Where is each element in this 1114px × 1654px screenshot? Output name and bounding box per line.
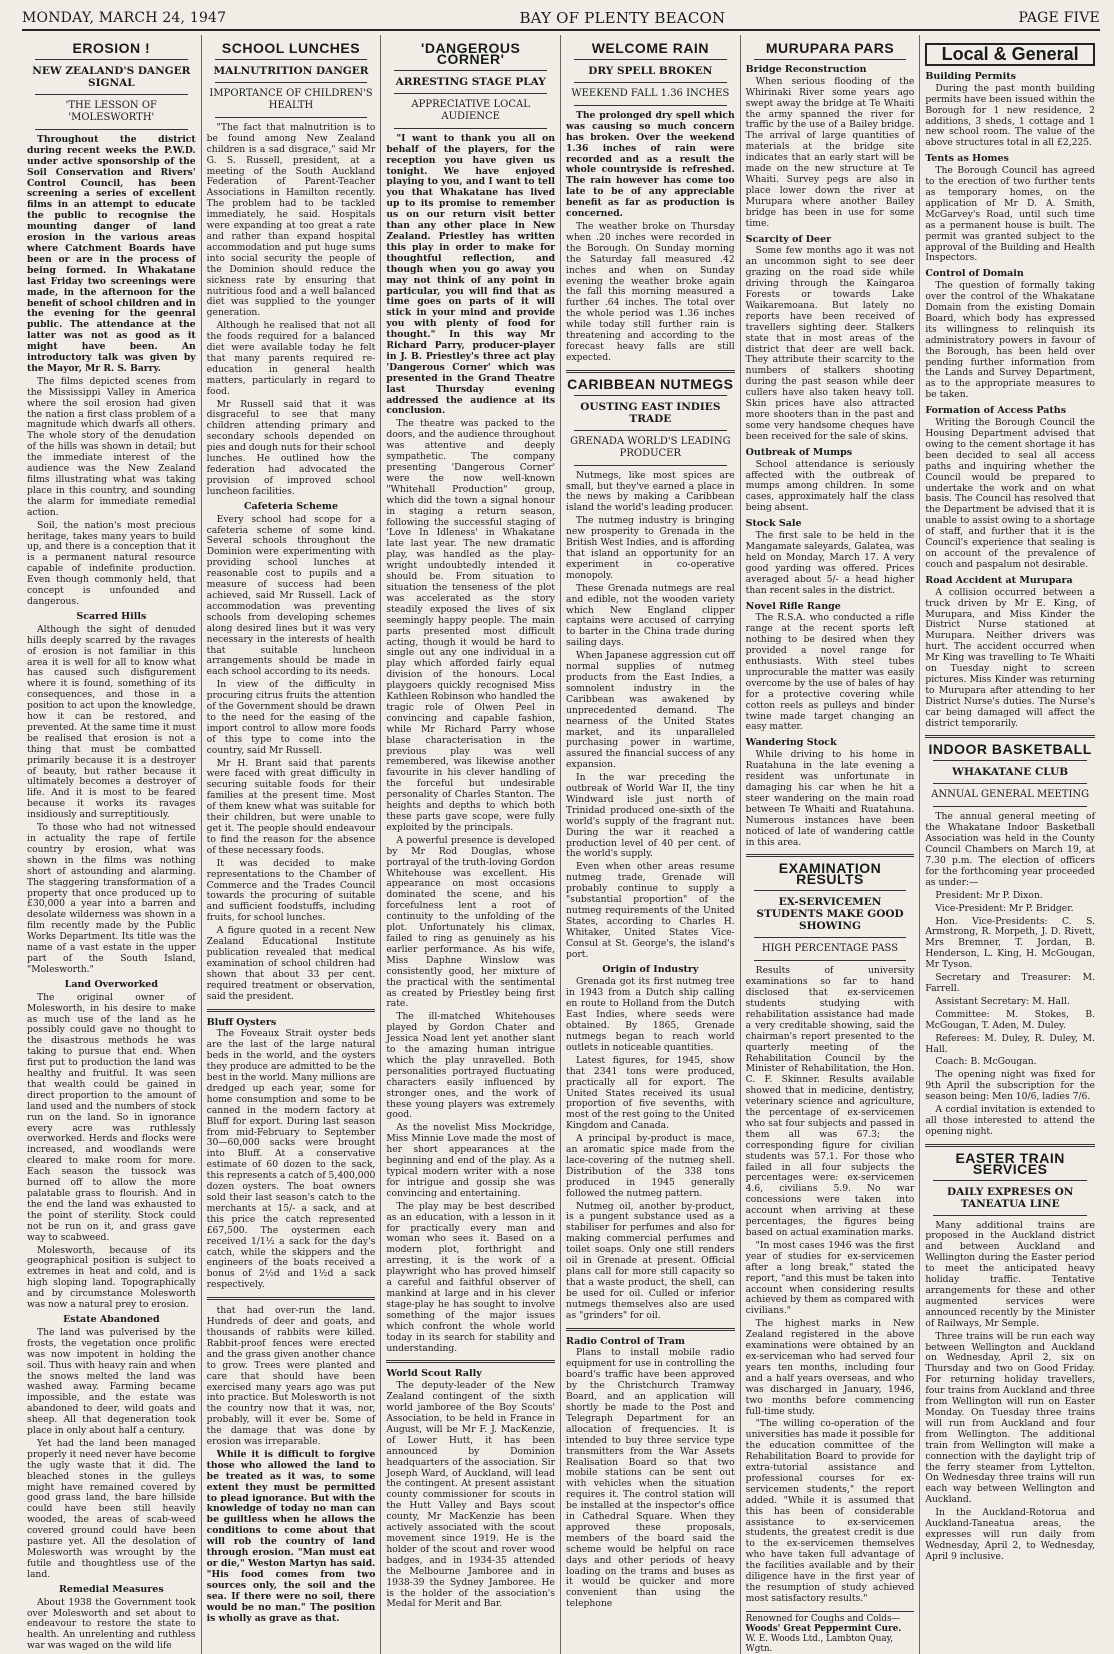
paragraph: "The fact that malnutrition is to be found among New Zealand children is a sad disgrace," said Mr G. S. Russell, president, at a meeting of the South Auckland Federation of Parent-Teacher Associations in Hamilton recently. The problem had to be tackled immediately, he said. Hospitals were expanding at too great a rate and rather than expand hospital accommodation and put huge sums into social security the people of the Dominion should reduce the sickness rate by ensuring that nutritious food and a well balanced diet was supplied to the younger generation. <box>206 121 376 319</box>
ad-line: Renowned for Coughs and Colds— <box>745 1613 901 1624</box>
article-subhead: 'THE LESSON OF 'MOLESWORTH' <box>65 99 157 123</box>
article-subhead: GRENADA WORLD'S LEADING PRODUCER <box>570 435 731 459</box>
article-subhead: MALNUTRITION DANGER <box>213 64 369 77</box>
paragraph: While driving to his home in Ruatahuna in the late evening a resident was unfortunate in damaging his car when he hit a steer wandering on the main road between Te Whaiti and Ruatahuna. Numerous instances have been noticed of late of wandering cattle in this area. <box>745 749 915 848</box>
section-heading: Radio Control of Tram <box>566 1335 685 1347</box>
column-erosion <box>22 35 202 1654</box>
section-heading: Origin of Industry <box>602 963 699 975</box>
paragraph: "In most cases 1946 was the first year of studies for ex-servicemen after a long break," stated the report, "and this must be taken into account when considering results achieved by them as compared with civilians." <box>745 1239 915 1317</box>
paragraph: A figure quoted in a recent New Zealand Educational Institute publication revealed that medical examination of school children had shown that about 33 per cent. required treatment or observation, said the president. <box>206 925 376 1002</box>
section-heading: Bridge Reconstruction <box>745 63 867 75</box>
paragraph: Latest figures, for 1945, show that 2341 tons were produced, practically all for export. The United States received its usual proportion of five sevenths, with most of the rest going to the United Kingdom and Canada. <box>566 1054 735 1132</box>
article-subhead: IMPORTANCE OF CHILDREN'S HEALTH <box>209 87 373 111</box>
article-title: EXAMINATION RESULTS <box>778 860 882 888</box>
paragraph: The original owner of Molesworth, in his desire to make as much use of the land as he possibly could gave no thought to the disastrous methods he was taking to pursue that end. When first put to production the land was healthy and fruitful. It was seen that wealth could be gained in direct proportion to the amount of land used and the numbers of stock run on the land. So in ignorance every acre was ruthlessly overworked. Herds and flocks were increased, and woodlands were cleared to make room for more. Each season the tussock was burned off to allow the more palatable grass to flourish. And in the end the land was exhausted to the point of sterility. Stock could not be run on it, and grass gave way to scabweed. <box>27 991 196 1243</box>
masthead-paper-name: BAY OF PLENTY BEACON <box>519 9 726 27</box>
section-heading: Road Accident at Murupara <box>925 574 1073 586</box>
article-subhead: DAILY EXPRESES ON TANEATUA LINE <box>946 1185 1074 1210</box>
column-dangerous-corner <box>381 35 561 1654</box>
paragraph: When serious flooding of the Whirinaki River some years ago swept away the bridge at Te Whaiti the army spanned the river for traffic by the use of a Bailey bridge. The arrival of large quantities of materials at the bridge site indicates that an early start will be made on the new structure at Te Whaiti. Survey pegs are also in place lower down the river at Murupara where another Bailey bridge has been in use for some time. <box>745 75 915 229</box>
column-title: Local & General <box>925 43 1095 66</box>
paragraph: The theatre was packed to the doors, and the audience throughout was attentive and deeply sympathetic. The company presenting 'Dangerous Corner' were the now well-known "Whitehall Production" group, which did the town a signal honour in staging a return season, following the successful staging of 'Love In Idleness' in Whakatane late last year. The new dramatic play, was handled as the play-wright undoubtedly intended it should be. From situation to situation the tenseness of the plot was accelerated as the story steadily exposed the lives of six seemingly happy people. The main parts presented most difficult acting, though it would be hard to single out any one individual in a play which afforded fairly equal division of the honours. Local playgoers quickly recognised Miss Kathleen Robinson who handled the tragic role of Olwen Peel in convincing and capable fashion, while Mr Richard Parry whose blase characterisation in the previous play was well remembered, was likewise another favourite in his clever handling of the forceful but undesirable personality of Charles Stanton. The heights and depths to which both these parts gave scope, were fully exploited by the principals. <box>386 418 555 833</box>
paragraph: Writing the Borough Council the Housing Department advised that owing to the cement shortage it has been decided to seal all access paths and inquiring whether the Council would be prepared to undertake the work and on what basis. The Council has resolved that the Department be advised that it is unable to assist owing to a shortage of staff, and further that it is the Council's experience that sealing is on account of the prevalence of couch and paspalum not desirable. <box>925 417 1095 570</box>
paragraph: Yet had the land been managed properly it need never have become the ugly waste that it did. The bleached stones in the gulleys might have remained covered by good grass land, the bare hillside could have been still heavily wooded, the areas of scab-weed covered ground could have been pasture yet. All the desolation of Molesworth was wrought by the futile and thoughtless use of the land. <box>27 1437 196 1580</box>
paragraph: Mr Russell said that it was disgraceful to see that many children attending primary and secondary schools depended on pies and dough nuts for their school lunches. He outlined how the federation had advocated the provision of improved school luncheon facilities. <box>206 398 376 497</box>
paragraph: It was decided to make representations to the Chamber of Commerce and the Trades Council towards the procuring of suitable and sufficient foodstuffs, including fruits, for school lunches. <box>206 857 376 924</box>
section-heading: Tents as Homes <box>925 153 1009 165</box>
section-heading: Outbreak of Mumps <box>745 446 853 458</box>
paragraph: Some few months ago it was not an uncommon sight to see deer grazing on the road side while driving through the Kaingaroa Forests or towards Lake Waikaremoana. But lately no reports have been received of travellers sighting deer. Stalkers state that in most areas of the district that deer are well back. They attribute their scarcity to the numbers of stalkers shooting during the past season while deer cullers have also taken heavy toll. Skin prices have also attracted more shooters than in the past and some very handsome cheques have been received for the sale of skins. <box>745 245 915 442</box>
paragraph: President: Mr P. Dixon. <box>935 889 1043 901</box>
paragraph: The play may be best described as an education, with a lesson in it for practically every man and woman who sees it. Based on a modern plot, forthright and arresting, it is the work of a playwright who has proved himself a careful and faithful observer of mankind at large and in his clever stage-play he has sought to involve something of the major issues which confront the whole world today in its search for stability and understanding. <box>386 1200 555 1354</box>
paragraph: The weather broke on Thursday when .20 inches were recorded in the Borough. On Sunday morning the Saturday fall measured .42 inches and when on Sunday evening the weather broke again the fall this morning measured a further .64 inches. The total over the whole period was 1.36 inches while today still further rain is threatening and according to the forecast heavy falls are still expected. <box>566 220 735 363</box>
paragraph: Referees: M. Duley, R. Duley, M. Hall. <box>925 1032 1095 1055</box>
article-intro: "I want to thank you all on behalf of the players, for the reception you have given us tonight. We have enjoyed playing to you, and I want to tell you that Whakatane has lived up to its promise to remember us on our return visit better than any other place in New Zealand. Priestley has written this play in order to make for thoughtful reflection, and though when you go away you may not think of any point in particular, you will find that as time goes on parts of it will stick in your mind and provide you with plenty of food for thought." In this way Mr Richard Parry, producer-player in J. B. Priestley's three act play 'Dangerous Corner' which was presented in the Grand Theatre last Thursday evening addressed the audience at its conclusion. <box>386 132 555 417</box>
section-heading: Bluff Oysters <box>206 1016 277 1028</box>
paragraph: About 1938 the Government took over Molesworth and set about to endeavour to restore the state to health. An unrelenting and ruthless war was waged on the wild life <box>27 1596 196 1652</box>
section-heading: Scarcity of Deer <box>745 233 832 245</box>
paragraph: Assistant Secretary: M. Hall. <box>935 995 1070 1007</box>
section-heading: Control of Domain <box>925 268 1024 280</box>
article-subhead: WHAKATANE CLUB <box>952 766 1069 779</box>
paragraph: A collision occurred between a truck driven by Mr E. King, of Murupara, and Miss Kinder the District Nurse stationed at Murupara. Neither drivers was hurt. The accident occurred when Mr King was travelling to Te Whaiti on Tuesday night to screen pictures. Miss Kinder was returning to Murupara after attending to her District Nurse's duties. The Nurse's car being damaged will affect the district temporarily. <box>925 586 1095 729</box>
masthead-date: MONDAY, MARCH 24, 1947 <box>22 10 227 26</box>
column-local-general <box>920 35 1100 1654</box>
section-heading: Scarred Hills <box>76 610 147 622</box>
article-title: WELCOME RAIN <box>591 40 709 56</box>
article-title: EASTER TRAIN SERVICES <box>955 1149 1065 1177</box>
paragraph: Coach: B. McGougan. <box>935 1056 1037 1068</box>
paragraph: Soil, the nation's most precious heritage, takes many years to build up, and there is a conception that it is a permanent natural resource capable of indefinite production. Even though commonly held, that concept is unfounded and dangerous. <box>27 519 196 607</box>
article-title: 'DANGEROUS CORNER' <box>420 40 521 67</box>
paragraph: During the past month building permits have been issued within the Borough for 1 new residence, 2 additions, 3 sheds, 1 cottage and 1 new school room. The value of the above structures total in all £2,225. <box>925 82 1095 149</box>
article-title: EROSION ! <box>72 40 151 56</box>
paragraph: Results of university examinations so far to hand disclosed that ex-servicemen students studying with rehabilitation assistance had made a very creditable showing, said the chairman's report presented to the quarterly meeting of the Rehabilitation Council by the Minister of Rehabilitation, the Hon. C. F. Skinner. Results available showed that in medicine, dentistry, veterinary science and agriculture, the percentage of ex-servicemen who sat four subjects and passed in them all was 67.3; the corresponding figure for civilian students was 57.1. For those who failed in all four subjects the percentages were: ex-servicemen 4.6, civilians 5.9. No war concessions were taken into account when arriving at these percentages, the figures being based on actual examination marks. <box>745 965 915 1238</box>
article-subhead: WEEKEND FALL 1.36 INCHES <box>571 87 730 99</box>
section-heading: Wandering Stock <box>745 737 837 749</box>
column-school-lunches <box>202 35 382 1654</box>
paragraph: Grenada got its first nutmeg tree in 1943 from a Dutch ship calling en route to Holland from the Dutch East Indies, where seeds were obtained. By 1865, Grenade nutmegs began to reach world outlets in noticeable quantities. <box>566 976 735 1053</box>
column-murupara-pars <box>741 35 921 1654</box>
section-heading: Building Permits <box>925 70 1016 82</box>
paragraph: Nutmeg oil, another by-product, is a pungent substance used as a stabiliser for perfumes and also for making commercial perfumes and toilet soaps. Only one still renders oil in Grenade at present. Official plans call for more still capacity so that a waste product, the shell, can be used for oil. Culled or inferior nutmegs themselves also are used as "grinders" for oil. <box>566 1200 735 1321</box>
paragraph: The question of formally taking over the control of the Whakatane Domain from the existing Domain Board, which body has expressed its willingness to relinquish its administratory powers in favour of the Borough, has been held over pending further information from the Lands and Survey Department, as to the appropriate measures to be taken. <box>925 280 1095 401</box>
section-heading: Estate Abandoned <box>63 1313 160 1325</box>
article-title: CARIBBEAN NUTMEGS <box>567 375 734 392</box>
paragraph: Many additional trains are proposed in the Auckland district and between Auckland and Wellington during the Easter period to meet the anticipated heavy holiday traffic. Tentative arrangements for these and other augmented services were announced recently by the Minister of Railways, Mr Semple. <box>925 1219 1095 1329</box>
advertisement <box>746 1611 915 1654</box>
paragraph: "The willing co-operation of the universities has made it possible for the education committee of the Rehabilitation Board to provide for extra-tutorial assistance and professional courses for ex-servicemen students," the report added. "While it is assumed that this has been of considerable assistance to ex-servicemen students, the greatest credit is due to the ex-servicemen themselves who have taken full advantage of the facilities available and by their diligence have in the first year of the resumption of study achieved most satisfactory results." <box>745 1418 915 1604</box>
article-subhead: DRY SPELL BROKEN <box>588 64 713 77</box>
paragraph: The ill-matched Whitehouses played by Gordon Chater and Jessica Noad lent yet another slant to the amazing human intrigue which the play unravelled. Both personalities portrayed fluctuating characters easily influenced by stronger ones, and the work of these young players was extremely good. <box>386 1011 555 1121</box>
paragraph: Committee: M. Stokes, B. McGougan, T. Aden, M. Duley. <box>925 1008 1095 1031</box>
article-intro: Throughout the district during recent weeks the P.W.D. under active sponsorship of the Soil Conservation and Rivers' Control Council, has been screening a series of excellent films in an attempt to educate the public to recognise the mounting danger of land erosion in the various areas where Catchment Boards have been or are in the process of being formed. In Whakatane last Friday two screenings were made, in the afternoon for the benefit of school children and in the evening for the geenral public. The attendance at the latter was not as good as it might have been. An introductory talk was given by the Mayor, Mr R. S. Barry. <box>27 133 196 374</box>
paragraph: In the Auckland-Rotorua and Auckland-Taneatua areas, the expresses will run daily from Wednesday, April 2, to Wednesday, April 9 inclusive. <box>925 1507 1095 1562</box>
paragraph: that had over-run the land. Hundreds of deer and goats, and thousands of rabbits were killed. Rabbit-proof fences were erected and the grass given another chance to grow. Trees were planted and care that should have been exercised many years ago was put into practice. But Molesworth is not the country now that it was, nor, probably, will it ever be. Some of the damage that was done by erosion was irreparable. <box>206 1305 376 1448</box>
section-heading: Novel Rifle Range <box>745 600 841 612</box>
paragraph: While it is difficult to forgive those who allowed the land to be treated as it was, to some extent they must be permitted to plead ignorance. But with the knowledge of today no man can be guiltless when he allows the conditions to come about that will rob the country of land through erosion. "Man must eat or die," Weston Martyn has said. "His food comes from two sources only, the soil and the sea. If there were no soil, there would be no man." The position is wholly as grave as that. <box>206 1448 376 1624</box>
paragraph: The nutmeg industry is bringing new prosperity to Grenada in the British West Indies, and is affording that island an opportunity for an experiment in co-operative monopoly. <box>566 515 735 581</box>
section-heading: Remedial Measures <box>58 1583 164 1595</box>
article-subhead: EX-SERVICEMEN STUDENTS MAKE GOOD SHOWING <box>756 896 904 933</box>
paragraph: Although he realised that not all the foods required for a balanced diet were available today he felt that many parents required re-education in general health matters, particularly in regard to food. <box>206 320 376 397</box>
paragraph: Three trains will be run each way between Wellington and Auckland on Wednesday, April 2, six on Thursday and two on Good Friday. For returning holiday travellers, four trains from Auckland and three from Wellington will run on Easter Monday. On Tuesday three trains will run from Auckland and four from Wellington. The additional train from Wellington will make a connection with the daylight trip of the ferry steamer from Lyttelton. On Wednesday three trains will run each way between Wellington and Auckland. <box>925 1330 1095 1506</box>
column-welcome-rain <box>561 35 741 1654</box>
article-subhead: HIGH PERCENTAGE PASS <box>761 943 899 955</box>
paragraph: School attendance is seriously affected with the outbreak of mumps among children. In some cases, approximately half the class being absent. <box>745 458 915 514</box>
paragraph: The Foveaux Strait oyster beds are the last of the large natural beds in the world, and the oysters they produce are admitted to be the best in the world. Many millions are dredged up each year, some for home consumption and some to be canned in the modern factory at Bluff for export. During last season from mid-February to September 30—60,000 sacks were brought into Bluff. At a conservative estimate of 60 dozen to the sack, this represents a catch of 5,400,000 dozen oysters. The boat owners sold their last season's catch to the merchants at 15/- a sack, and at this price the catch represented £67,500. The oystermen each received 1/1½ a sack for the day's catch, while the skippers and the engineers of the boats received a bonus of 2½d and 1½d a sack respectively. <box>206 1028 376 1291</box>
article-subhead: ARRESTING STAGE PLAY <box>395 75 546 88</box>
paragraph: The films depicted scenes from the Mississippi Valley in America where the soil erosion had given the nation a first class problem of a magnitude which dwarfs all others. The whole story of the denudation of the hills was shown in detail; but the immediate interest of the audience was the New Zealand films illustrating what was taking place in this country, and sounding the alarm for immediate remedial action. <box>27 375 196 518</box>
paragraph: To those who had not witnessed in actuality the rape of fertile country by erosion, what was shown in the films was nothing short of astounding and alarming. The staggering transformation of a property that once produced up to £30,000 a year into a barren and desolate wilderness was shown in a film recently made by the Public Works Department. Its title was the name of a vast estate in the upper part of the South Island, "Molesworth." <box>27 822 196 975</box>
article-title: SCHOOL LUNCHES <box>221 40 361 56</box>
paragraph: Hon. Vice-Presidents: C. S. Armstrong, R. Morpeth, J. D. Rivett, Mrs Bremner, T. Jordan, B. Henderson, L. King, H. McGougan, Mr Tyson. <box>925 915 1095 971</box>
paragraph: The highest marks in New Zealand registered in the above examinations were obtained by an ex-serviceman who had served four years ten months, including four and a half years overseas, and who was discharged in January, 1946, two months before commencing full-time study. <box>745 1318 915 1417</box>
paragraph: In the war preceding the outbreak of World War II, the tiny Windward isle just north of Trinidad produced one-sixth of the world's supply of the fragrant nut. During the war it reached a production level of 40 per cent. of the world's supply. <box>566 772 735 860</box>
paragraph: Secretary and Treasurer: M. Farrell. <box>925 972 1095 994</box>
paragraph: The land was pulverised by the frosts, the vegetation once prolific was now impotent in holding the soil. Thus with heavy rain and when the snows melted the land was washed away. Farming became impossible, and the estate was abandoned to deer, wild goats and sheep. All that degeneration took place in only about half a century. <box>27 1326 196 1437</box>
paragraph: In view of the difficulty in procuring citrus fruits the attention of the Government should be drawn to the need for the easing of the import control to allow more foods of this type to come into the country, said Mr Russell. <box>206 679 376 756</box>
article-intro: The prolonged dry spell which was causing so much concern has broken. Over the weekend 1.36 inches of rain were recorded and as a result the whole countryside is refreshed. The rain however has come too late to be of any appreciable benefit as far as production is concerned. <box>566 109 735 220</box>
paragraph: Mr H. Brant said that parents were faced with great difficulty in securing suitable foods for their families at the present time. Most of them knew what was suitable for their children, but were unable to get it. The people should endeavour to find the reason for the absence of these necessary foods. <box>206 757 376 856</box>
paragraph: Even when other areas resume nutmeg trade, Grenade will probably continue to supply a "substantial proportion" of the nutmeg requirements of the United States, according to Charles H. Whitaker, United States Vice-Consul at St. George's, the island's port. <box>566 861 735 960</box>
section-heading: World Scout Rally <box>386 1368 482 1380</box>
paragraph: Plans to install mobile radio equipment for use in controlling the board's traffic have been approved by the Christchurch Tramway Board, and an application will shortly be made to the Post and Telegraph Department for an allocation of frequencies. It is intended to buy three service type transmitters from the War Assets Realisation Board so that two mobile stations can be sent out with vehicles when the situation requires it. The control station will be installed at the inspector's office in Cathedral Square. When they approved these proposals, members of the board said the scheme would be helpful on race days and other periods of heavy loading on the trams and buses as it would be quicker and more convenient than using the telephone <box>566 1347 735 1610</box>
section-heading: Formation of Access Paths <box>925 405 1067 417</box>
paragraph: The annual general meeting of the Whakatane Indoor Basketball Association was held in the County Council Chambers on March 19, at 7.30 p.m. The election of officers for the forthcoming year proceeded as under:— <box>925 811 1095 888</box>
section-heading: Stock Sale <box>745 518 802 530</box>
paragraph: As the novelist Miss Mockridge, Miss Minnie Love made the most of her short appearances at the beginning and end of the play. As a typical modern writer with a nose for intrigue and gossip she was convincing and entertaining. <box>386 1122 555 1199</box>
paragraph: The opening night was fixed for 9th April the subscription for the season being: Men 10/6, ladies 7/6. <box>925 1069 1095 1103</box>
paragraph: A cordial invitation is extended to all those interested to attend the opening night. <box>925 1104 1095 1137</box>
paragraph: Nutmegs, like most spices are small, but they've earned a place in the news by making a Caribbean island the world's leading producer. <box>566 469 735 514</box>
paragraph: A principal by-product is mace, an aromatic spice made from the lace-covering of the nutmeg shell. Distribution of the 338 tons produced in 1945 generally followed the nutmeg pattern. <box>566 1133 735 1199</box>
masthead <box>22 10 1100 31</box>
paragraph: A powerful presence is developed by Mr Rod Douglas, whose portrayal of the truth-loving Gordon Whitehouse was excellent. His appearance on most occasions dominated the scene, and his forcefulness lent a root of continuity to the unfolding of the plot. Unfortunately his climax, failed to ring as genuinely as his earlier performance. As his wife, Miss Daphne Winslow was consistently good, her mixture of the practical with the sentimental as created by Priestley being first rate. <box>386 834 555 1010</box>
article-title: MURUPARA PARS <box>765 40 895 56</box>
paragraph: The deputy-leader of the New Zealand contingent of the sixth world jamboree of the Boy Scouts' Association, to be held in France in August, will be Mr F. J. MacKenzie, of Lower Hutt, it has been announced by Dominion headquarters of the association. Sir Joseph Ward, of Auckland, will lead the contingent. At present assistant county commissioner for scouts in the Hutt Valley and Bays scout county, Mr MacKenzie has been actively associated with the scout movement since 1919. He is the holder of the scout and rover wood badges, and in 1934-35 attended the Melbourne Jamboree and in 1938-39 the Sydney Jamboree. He is the holder of the association's Medal for Merit and Bar. <box>386 1380 555 1610</box>
paragraph: Vice-President: Mr P. Bridger. <box>935 902 1074 914</box>
paragraph: The first sale to be held in the Mangamate saleyards, Galatea, was held on Monday, March 17. A very good yarding was offered. Prices averaged about 5/- a head higher than recent sales in the district. <box>745 530 915 596</box>
article-subhead: NEW ZEALAND'S DANGER SIGNAL <box>32 64 191 89</box>
paragraph: Every school had scope for a cafeteria scheme of some kind. Several schools throughout the Dominion were experimenting with providing school lunches at reasonable cost to pupils and a measure of success had been achieved, said Mr Russell. Lack of accommodation was preventing schools from developing schemes along desired lines but it was very necessary in the interests of health that suitable luncheon arrangements should be made in each school according to its needs. <box>206 513 376 678</box>
paragraph: Molesworth, because of its geographical position is subject to extremes in heat and cold, and is high sloping land. Topographically and by circumstance Molesworth was now a natural prey to erosion. <box>27 1244 196 1311</box>
paragraph: Although the sight of denuded hills deeply scarred by the ravages of erosion is not familiar in this area it is well for all to know what has caused such disfigurement where it is found, something of its consequences, and those in a position to act upon the knowledge, how it can be restored, and prevented. At the same time it must be realised that erosion is not a thing that must be combatted primarily because it is a destroyer of beauty, but rather because it ultimately becomes a destroyer of life. And it is most to be feared because it works its ravages insidiously and surreptitiously. <box>27 623 196 821</box>
masthead-page-number: PAGE FIVE <box>1018 10 1100 26</box>
paragraph: The R.S.A. who conducted a rifle range at the recent sports left nothing to be desired when they provided a novel range for enthusiasts. With steel tubes unprocurable the matter was easily overcome by the use of bales of hay for a protective covering while cotton reels as pulleys and binder twine made target changing an easy matter. <box>745 612 915 733</box>
paragraph: The Borough Council has agreed to the erection of two further tents as temporary homes, on the application of Mr D. A. Smith, McGarvey's Road, until such time as a permanent house is built. The permit was granted subject to the approval of the Building and Health Inspectors. <box>925 165 1095 264</box>
columns <box>22 35 1100 1654</box>
section-heading: Cafeteria Scheme <box>243 500 339 512</box>
article-subhead: OUSTING EAST INDIES TRADE <box>580 400 721 425</box>
ad-product: Woods' Great Peppermint Cure. <box>745 1623 902 1634</box>
ad-address: W. E. Woods Ltd., Lambton Quay, Wgtn. <box>745 1633 894 1654</box>
article-subhead: APPRECIATIVE LOCAL AUDIENCE <box>411 98 530 122</box>
article-title: INDOOR BASKETBALL <box>928 741 1092 758</box>
section-heading: Land Overworked <box>64 978 158 990</box>
paragraph: These Grenada nutmegs are real and edible, not the wooden variety which New England clipper captains were accused of carrying to barter in the China trade during sailing days. <box>566 582 735 649</box>
article-subhead: ANNUAL GENERAL MEETING <box>931 789 1090 801</box>
paragraph: When Japanese aggression cut off normal supplies of nutmeg products from the East Indies, a somnolent industry in the Caribbean was awakened by unprecedented demand. The nearness of the United States market, and its unparalleled purchasing power in wartime, assured the financial success of any expansion. <box>566 650 735 771</box>
